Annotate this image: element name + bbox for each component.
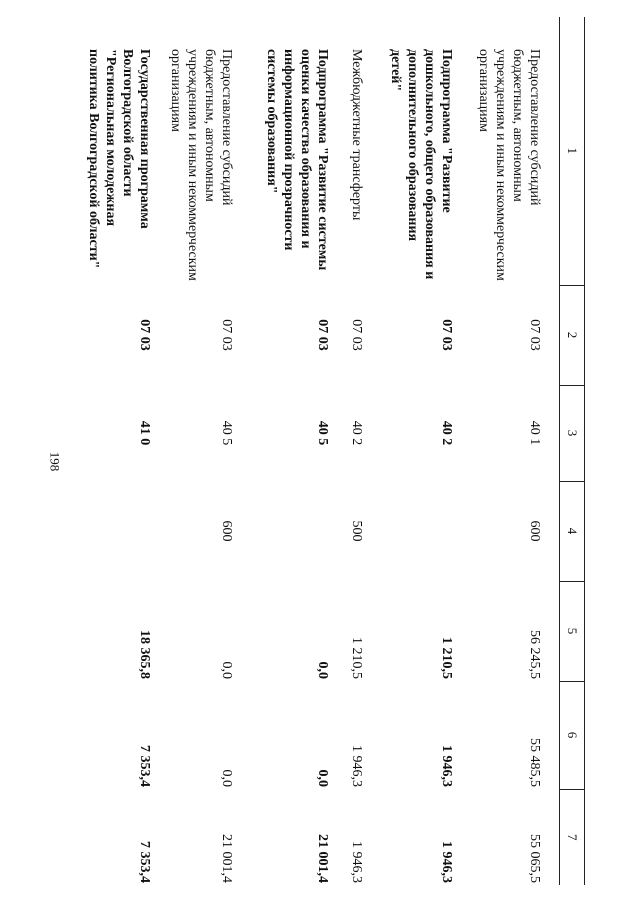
row-value-col5: 18 365,8: [137, 630, 152, 679]
column-header-4: 4: [560, 481, 585, 581]
column-header-5: 5: [560, 581, 585, 681]
row-target-code: 40 1: [527, 420, 542, 446]
row-name: Предоставление субсидий бюджетным, автономным учреждениям и иным некоммерческим организациям: [476, 49, 542, 281]
row-expense-type: 500: [349, 520, 364, 542]
column-header-2: 2: [560, 285, 585, 385]
row-target-code: 40 5: [315, 420, 330, 446]
table-row: [385, 17, 475, 885]
column-header-7: 7: [560, 789, 585, 885]
table-row: [165, 17, 259, 885]
row-expense-type: [385, 481, 475, 581]
row-value-col5: 0,0: [315, 661, 330, 679]
row-value-col6: 7 353,4: [137, 745, 152, 787]
row-value-col7: 1 946,3: [349, 841, 364, 883]
row-target-code: 40 2: [439, 420, 454, 446]
row-expense-type: 600: [527, 520, 542, 542]
column-header-3: 3: [560, 385, 585, 481]
row-value-col6: 1 946,3: [439, 745, 454, 787]
row-expense-type: [259, 481, 337, 581]
row-name: Подпрограмма "Развитие дошкольного, общего образования и дополнительного образования детей": [388, 49, 454, 280]
column-header-1: 1: [560, 17, 585, 285]
row-name: Подпрограмма "Развитие системы оценки качества образования и информационной прозрачности системы образования": [264, 49, 330, 271]
row-expense-type: [81, 481, 165, 581]
rotated-table-container: [87, 17, 585, 885]
column-header-6: 6: [560, 681, 585, 789]
row-section-code: 07 03: [219, 319, 234, 351]
row-value-col7: 21 001,4: [315, 834, 330, 883]
row-name: Предоставление субсидий бюджетным, автономным учреждениям и иным некоммерческим организациям: [168, 49, 234, 281]
row-value-col6: 0,0: [219, 769, 234, 787]
row-value-col7: 1 946,3: [439, 841, 454, 883]
table-row: [81, 17, 165, 885]
row-value-col5: 1 210,5: [349, 637, 364, 679]
row-target-code: 40 5: [219, 420, 234, 446]
row-name: Межбюджетные трансферты: [349, 49, 364, 221]
row-value-col5: 56 245,5: [527, 630, 542, 679]
table-row: [259, 17, 337, 885]
row-expense-type: 600: [219, 520, 234, 542]
row-value-col5: 0,0: [219, 661, 234, 679]
row-value-col5: 1 210,5: [439, 637, 454, 679]
row-value-col7: 21 001,4: [219, 834, 234, 883]
row-target-code: 41 0: [137, 420, 152, 446]
row-value-col6: 0,0: [315, 769, 330, 787]
row-section-code: 07 03: [527, 319, 542, 351]
row-name: Государственная программа Волгоградской области "Региональная молодежная политика Волгоградской области": [86, 49, 152, 269]
header-row: [560, 17, 585, 885]
row-value-col6: 1 946,3: [349, 745, 364, 787]
row-value-col7: 55 065,5: [527, 834, 542, 883]
table-row: [337, 17, 385, 885]
row-section-code: 07 03: [349, 319, 364, 351]
row-section-code: 07 03: [315, 319, 330, 351]
row-value-col7: 7 353,4: [137, 841, 152, 883]
page-number: 198: [47, 451, 63, 472]
row-target-code: 40 2: [349, 420, 364, 446]
table-row: [475, 17, 560, 885]
budget-table: [81, 17, 585, 885]
row-value-col6: 55 485,5: [527, 738, 542, 787]
row-section-code: 07 03: [439, 319, 454, 351]
row-section-code: 07 03: [137, 319, 152, 351]
